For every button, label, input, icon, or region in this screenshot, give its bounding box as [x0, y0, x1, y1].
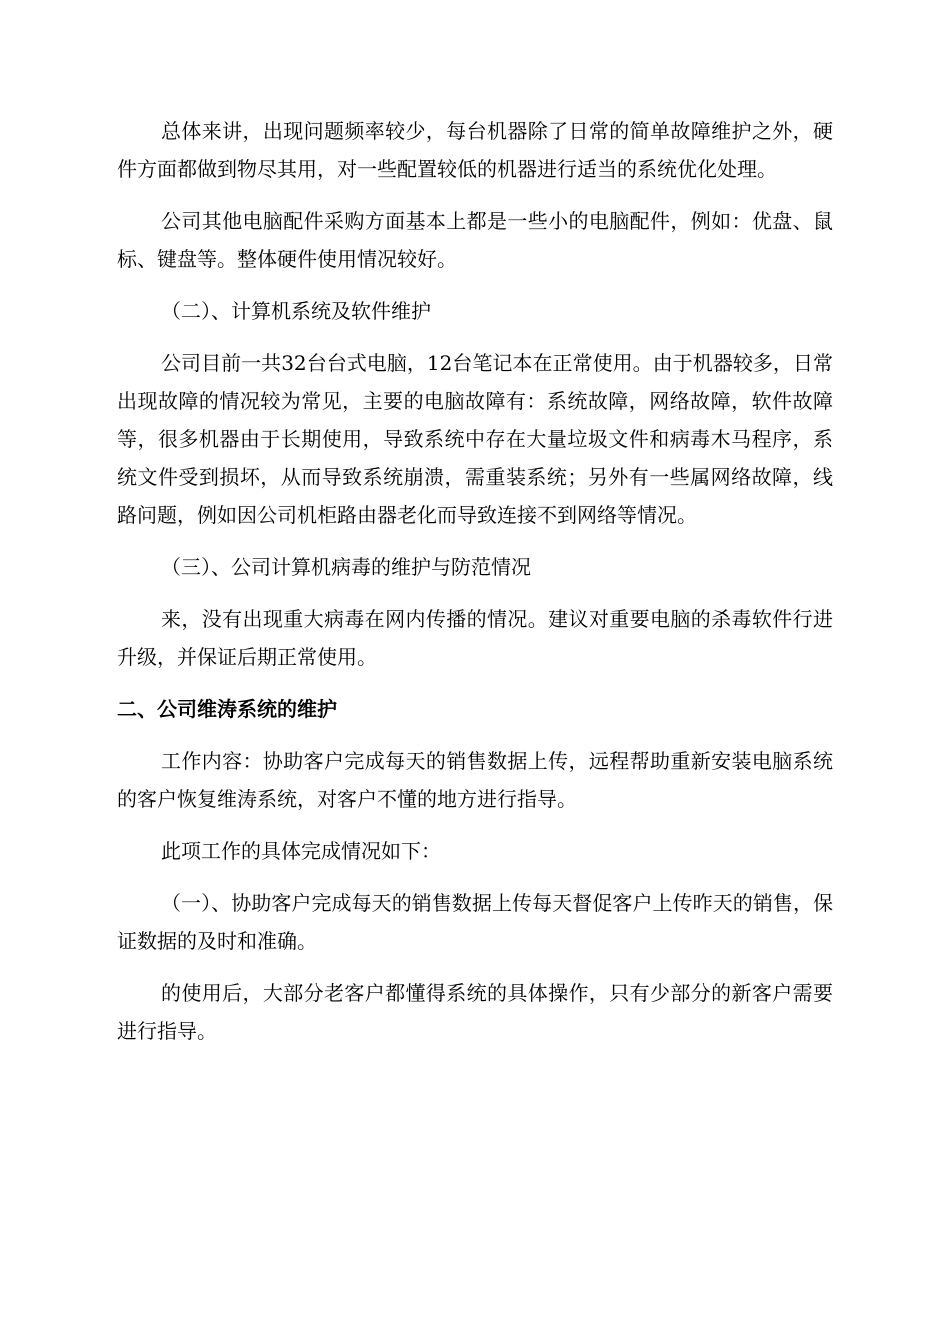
document-body	[117, 112, 833, 1064]
subheading-virus-protection: （三）、公司计算机病毒的维护与防范情况	[161, 555, 531, 579]
paragraph-accessories: 公司其他电脑配件采购方面基本上都是一些小的电脑配件，例如：优盘、鼠标、键盘等。整体硬件使用情况较好。	[117, 209, 833, 271]
paragraph-work-content: 工作内容：协助客户完成每天的销售数据上传，远程帮助重新安装电脑系统的客户恢复维涛系统，对客户不懂的地方进行指导。	[117, 749, 833, 811]
paragraph-hardware-summary: 总体来讲，出现问题频率较少，每台机器除了日常的简单故障维护之外，硬件方面都做到物尽其用，对一些配置较低的机器进行适当的系统优化处理。	[117, 119, 833, 181]
paragraph-client-guidance: 的使用后，大部分老客户都懂得系统的具体操作，只有少部分的新客户需要进行指导。	[117, 981, 833, 1043]
paragraph-virus-status: 来，没有出现重大病毒在网内传播的情况。建议对重要电脑的杀毒软件行进升级，并保证后期正常使用。	[117, 607, 833, 669]
paragraph-completion-intro: 此项工作的具体完成情况如下：	[161, 839, 441, 863]
section-heading: 二、公司维涛系统的维护	[117, 697, 337, 721]
subheading-system-software: （二）、计算机系统及软件维护	[161, 299, 431, 323]
paragraph-computer-count: 公司目前一共32台台式电脑，12台笔记本在正常使用。由于机器较多，日常出现故障的情况较为常见，主要的电脑故障有：系统故障，网络故障，软件故障等，很多机器由于长期使用，导致系统中存在大量垃圾文件和病毒木马程序，系统文件受到损坏，从而导致系统崩溃，需重装系统；另外有一些属网络故障，线路问题，例如因公司机柜路由器老化而导致连接不到网络等情况。	[117, 351, 833, 527]
paragraph-upload-assist: （一）、协助客户完成每天的销售数据上传每天督促客户上传昨天的销售，保证数据的及时和准确。	[117, 891, 833, 953]
